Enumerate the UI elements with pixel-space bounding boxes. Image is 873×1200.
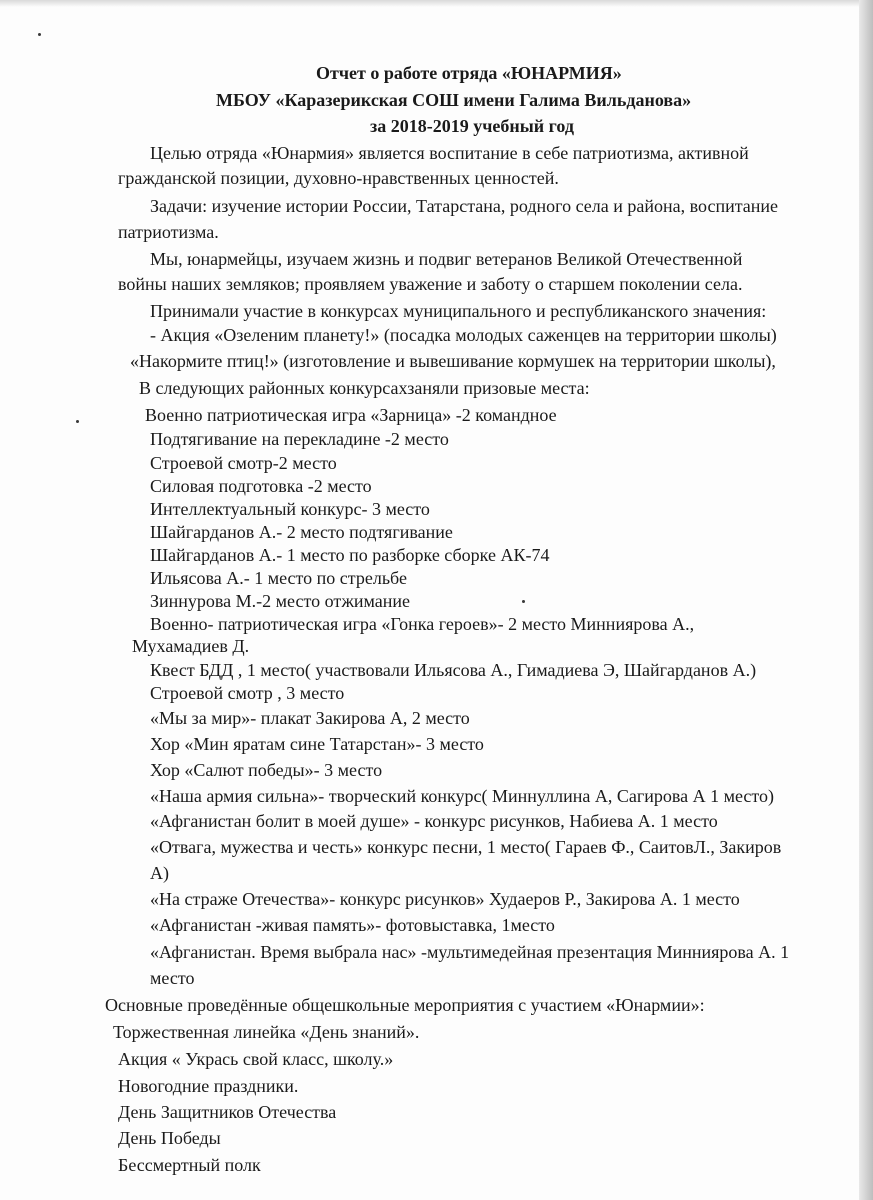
goal-paragraph-line2: гражданской позиции, духовно-нравственных ценностей.	[118, 168, 559, 188]
award-item: «Отвага, мужества и честь» конкурс песни, 1 место( Гараев Ф., СаитовЛ., Закиров	[150, 837, 782, 857]
scan-speck	[522, 600, 525, 603]
award-item: Зиннурова М.-2 место отжимание	[150, 591, 411, 611]
event-item: Акция « Укрась свой класс, школу.»	[118, 1049, 394, 1069]
award-item: Квест БДД , 1 место( участвовали Ильясова А., Гимадиева Э, Шайгарданов А.)	[150, 660, 757, 680]
event-item: День Защитников Отечества	[118, 1102, 337, 1122]
report-title: Отчет о работе отряда «ЮНАРМИЯ»	[316, 63, 622, 83]
award-item: «Афганистан болит в моей душе» - конкурс рисунков, Набиева А. 1 место	[150, 811, 718, 831]
award-item: Силовая подготовка -2 место	[150, 476, 372, 496]
event-item: Бессмертный полк	[118, 1155, 261, 1175]
award-item: Хор «Мин яратам сине Татарстан»- 3 место	[150, 734, 484, 754]
award-item: Военно- патриотическая игра «Гонка героев»- 2 место Минниярова А.,	[150, 614, 695, 634]
award-item-continuation: Мухамадиев Д.	[132, 636, 250, 656]
scan-top-edge	[0, 0, 873, 7]
award-item-continuation: место	[150, 968, 195, 988]
award-item: Строевой смотр-2 место	[150, 453, 337, 473]
award-item: Подтягивание на перекладине -2 место	[150, 429, 449, 449]
events-heading: Основные проведённые общешкольные мероприятия с участием «Юнармии»:	[105, 995, 705, 1015]
scan-speck	[38, 33, 41, 36]
award-item: Военно патриотическая игра «Зарница» -2 командное	[145, 405, 557, 425]
tasks-paragraph-line2: патриотизма.	[118, 222, 219, 242]
award-item: «Афганистан -живая память»- фотовыставка, 1место	[150, 915, 555, 935]
award-item: «Афганистан. Время выбрала нас» -мультимедейная презентация Минниярова А. 1	[150, 942, 790, 962]
award-item-continuation: А)	[150, 863, 169, 883]
award-item: «Наша армия сильна»- творческий конкурс( Миннуллина А, Сагирова А 1 место)	[150, 786, 775, 806]
award-item: Хор «Салют победы»- 3 место	[150, 760, 383, 780]
award-item: Ильясова А.- 1 место по стрельбе	[150, 568, 407, 588]
award-item: Шайгарданов А.- 1 место по разборке сборке АК-74	[150, 545, 550, 565]
scan-right-edge	[859, 0, 873, 1200]
school-name: МБОУ «Каразерикская СОШ имени Галима Вильданова»	[216, 90, 692, 110]
award-item: «Мы за мир»- плакат Закирова А, 2 место	[150, 708, 470, 728]
award-item: Шайгарданов А.- 2 место подтягивание	[150, 522, 453, 542]
we-paragraph-line2: войны наших земляков; проявляем уважение и заботу о старшем поколении села.	[118, 274, 743, 294]
event-item: Новогодние праздники.	[118, 1076, 299, 1096]
event-item: Торжественная линейка «День знаний».	[113, 1022, 420, 1042]
event-item: День Победы	[118, 1128, 221, 1148]
school-year: за 2018-2019 учебный год	[370, 116, 574, 136]
scan-speck	[76, 420, 79, 423]
tasks-paragraph-line1: Задачи: изучение истории России, Татарстана, родного села и района, воспитание	[150, 196, 779, 216]
action-line2: «Накормите птиц!» (изготовление и вывешивание кормушек на территории школы),	[130, 351, 776, 371]
participation-heading: Принимали участие в конкурсах муниципального и республиканского значения:	[150, 301, 767, 321]
action-line1: - Акция «Озеленим планету!» (посадка молодых саженцев на территории школы)	[150, 325, 777, 345]
award-item: «На страже Отечества»- конкурс рисунков» Худаеров Р., Закирова А. 1 место	[150, 889, 740, 909]
award-item: Строевой смотр , 3 место	[150, 683, 345, 703]
district-heading: В следующих районных конкурсахзаняли призовые места:	[139, 378, 590, 398]
we-paragraph-line1: Мы, юнармейцы, изучаем жизнь и подвиг ветеранов Великой Отечественной	[150, 249, 743, 269]
goal-paragraph-line1: Целью отряда «Юнармия» является воспитание в себе патриотизма, активной	[150, 143, 749, 163]
award-item: Интеллектуальный конкурс- 3 место	[150, 499, 430, 519]
